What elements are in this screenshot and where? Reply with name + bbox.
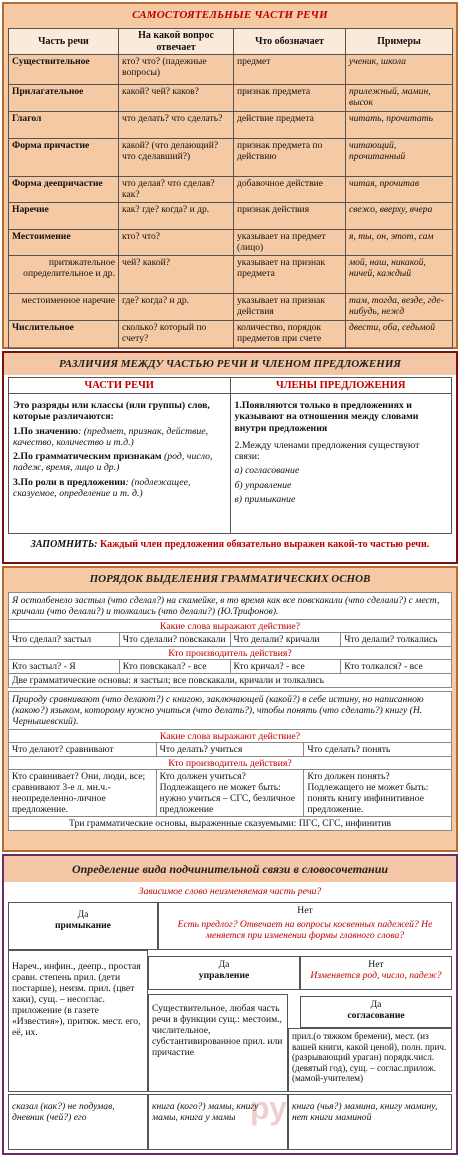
table-cell: сколько? который по счету?	[119, 321, 234, 349]
table-row	[9, 230, 453, 256]
table-cell: Существительное	[9, 55, 119, 85]
table-cell: предмет	[234, 55, 346, 85]
table-cell: что делая? что сделав? как?	[119, 177, 234, 203]
answer-row	[8, 660, 452, 674]
answer-cell: Кто сравнивает? Они, люди, все; сравнивают 3-е л. мн.ч.- неопределенно-личное предложение.	[9, 770, 157, 816]
link-type-label: согласование	[347, 1010, 405, 1022]
table-row	[9, 321, 453, 349]
yes-label: Да	[77, 909, 89, 920]
header-cell: Часть речи	[9, 29, 119, 55]
answer-cell: Что делали? кричали	[231, 633, 342, 646]
yes-label: Да	[370, 999, 382, 1010]
grammar-base-summary: Три грамматические основы, выраженные сказуемыми: ПГС, СГС, инфинитив	[8, 817, 452, 831]
answer-cell: Что сделать? понять	[307, 744, 391, 756]
section-title: ПОРЯДОК ВЫДЕЛЕНИЯ ГРАММАТИЧЕСКИХ ОСНОВ	[89, 573, 371, 585]
criterion-2	[13, 451, 226, 474]
member-point-2: 2.Между членами предложения существуют связи:	[234, 439, 420, 463]
table-row	[9, 85, 453, 112]
table-cell: действие предмета	[234, 112, 346, 139]
left-intro	[13, 400, 226, 423]
example-sentence-2: Природу сравнивают (что делают?) с книгою, заключающей (какой?) в себе истину, но написанною (какою?) языком, которому нужно учиться (что делать?), чтобы понять (что сделать?) книгу (Н. Чернышевский).	[8, 691, 452, 730]
answer-row	[8, 633, 452, 647]
link-type-label: примыкание	[55, 920, 111, 932]
table-cell: там, тогда, везде, где-нибудь, нежд	[346, 294, 453, 321]
parts-of-speech-column	[9, 378, 231, 533]
table-cell: читающий, прочитанный	[346, 139, 453, 177]
question-row: Какие слова выражают действие?	[8, 620, 452, 633]
question-3: Изменяется род, число, падеж?	[310, 970, 442, 982]
criterion-text: (род, число, падеж, время, лицо и др.)	[13, 451, 213, 474]
table-cell: признак действия	[234, 203, 346, 230]
remember-label: ЗАПОМНИТЬ:	[30, 539, 98, 550]
table-cell: Форма причастие	[9, 139, 119, 177]
section-title: САМОСТОЯТЕЛЬНЫЕ ЧАСТИ РЕЧИ	[132, 9, 328, 21]
yes-soglasovanie-box	[300, 996, 452, 1028]
link-type: а) согласование	[234, 465, 300, 477]
no-box	[158, 902, 452, 950]
table-row	[9, 139, 453, 177]
header-cell: На какой вопрос отвечает	[119, 29, 234, 55]
question-row: Кто производитель действия?	[8, 757, 452, 770]
parts-of-speech-section	[2, 2, 458, 349]
table-cell: указывает на признак действия	[234, 294, 346, 321]
table-row	[9, 294, 453, 321]
answer-row	[8, 770, 452, 817]
yes-label: Да	[218, 959, 230, 970]
table-row	[9, 55, 453, 85]
differences-section	[2, 351, 458, 564]
table-cell: Числительное	[9, 321, 119, 349]
table-cell: где? когда? и др.	[119, 294, 234, 321]
criterion-label: 3.По роли в предложении	[13, 476, 126, 488]
yes-primykanie-box	[8, 902, 158, 950]
criterion-label: 1.По значению	[13, 425, 79, 437]
table-cell: Глагол	[9, 112, 119, 139]
sentence-members-column	[231, 378, 452, 533]
table-cell: Прилагательное	[9, 85, 119, 112]
upravlenie-description: Существительное, любая часть речи в функции сущ.: местоим., числительное, субстантивированное прил. или причастие	[148, 994, 288, 1092]
table-cell: читать, прочитать	[346, 112, 453, 139]
table-cell: Наречие	[9, 203, 119, 230]
link-type: б) управление	[234, 479, 292, 491]
link-type: в) примыкание	[234, 493, 296, 505]
answer-cell: Кто толкался? - все	[344, 661, 423, 673]
answer-cell: Кто кричал? - все	[231, 660, 342, 673]
differences-columns	[8, 377, 452, 534]
table-cell: признак предмета	[234, 85, 346, 112]
table-cell: указывает на признак предмета	[234, 256, 346, 294]
question-row: Кто производитель действия?	[8, 647, 452, 660]
table-cell: указывает на предмет (лицо)	[234, 230, 346, 256]
remember-text: Каждый член предложения обязательно выражен какой-то частью речи.	[97, 539, 430, 550]
table-cell: мой, наш, никакой, ничей, каждый	[346, 256, 453, 294]
soglasovanie-example: книга (чья?) мамина, книгу мамину, нет книги маминой	[288, 1094, 452, 1150]
table-cell: количество, порядок предметов при счете	[234, 321, 346, 349]
criterion-1	[13, 426, 226, 449]
answer-cell: Кто должен понять? Подлежащего не может быть: понять книгу инфинитивное предложение.	[307, 771, 429, 816]
link-type-label: управление	[198, 970, 250, 982]
remember-note	[4, 539, 456, 551]
answer-cell: Кто повскакал? - все	[120, 660, 231, 673]
answer-cell: Что делают? сравнивают	[9, 743, 157, 756]
example-sentence-1: Я остолбенело застыл (что сделал?) на скамейке, в то время как все повскакали (что сделали?) с мест, кричали (что делали?) и толкались (что делали?) (Ю.Трифонов).	[8, 592, 452, 620]
table-cell: кто? что?	[119, 230, 234, 256]
grammar-bases-content	[8, 592, 452, 831]
table-cell: Форма деепричастие	[9, 177, 119, 203]
table-cell: двести, оба, седьмой	[346, 321, 453, 349]
table-cell: какой? (что делающий? что сделавший?)	[119, 139, 234, 177]
column-header: ЧЛЕНЫ ПРЕДЛОЖЕНИЯ	[231, 378, 452, 394]
no-label: Нет	[368, 959, 384, 970]
section-title: Определение вида подчинительной связи в словосочетании	[4, 856, 456, 882]
section-title: РАЗЛИЧИЯ МЕЖДУ ЧАСТЬЮ РЕЧИ И ЧЛЕНОМ ПРЕДЛОЖЕНИЯ	[4, 353, 456, 375]
header-cell: Примеры	[346, 29, 453, 55]
primykanie-example: сказал (как?) не подумав, дневник (чей?) его	[8, 1094, 148, 1150]
header-cell: Что обозначает	[234, 29, 346, 55]
no-label: Нет	[297, 905, 313, 916]
criterion-text: : (подлежащее, сказуемое, определение и т. д.)	[13, 476, 191, 499]
answer-cell: Что сделал? застыл	[9, 633, 120, 646]
table-cell: читая, прочитав	[346, 177, 453, 203]
table-cell: притяжательное определительное и др.	[9, 256, 119, 294]
no-box-2	[300, 956, 452, 990]
table-cell: чей? какой?	[119, 256, 234, 294]
parts-of-speech-table	[8, 28, 453, 349]
watermark: ру	[250, 1090, 287, 1126]
table-row	[9, 112, 453, 139]
table-cell: Местоимение	[9, 230, 119, 256]
table-row	[9, 177, 453, 203]
table-cell: ученик, школа	[346, 55, 453, 85]
table-cell: какой? чей? каков?	[119, 85, 234, 112]
criterion-text: : (предмет, признак, действие, качество, количество и т.д.)	[13, 425, 209, 448]
grammar-base-summary: Две грамматические основы: я застыл; все повскакали, кричали и толкались	[8, 674, 452, 688]
table-cell: признак предмета по действию	[234, 139, 346, 177]
soglasovanie-description: прил.(о тяжком бремени), мест. (из вашей книги, какой ценой), полн. прич. (разрывающий ураган) порядк.числ. (девятый год), сущ. – соглас.прилож.(мамой-учителем)	[288, 1028, 452, 1092]
primykanie-description: Нареч., инфин., деепр., простая сравн. степень прил. (дети постарше), неизм. прил. (цвет хаки), сущ. – несоглас. приложение (в газете «Известия»), притяж. мест. его, её, их.	[8, 950, 148, 1092]
criterion-3	[13, 477, 226, 500]
table-cell: что делать? что сделать?	[119, 112, 234, 139]
table-cell: прилежный, мамин, высок	[346, 85, 453, 112]
upravlenie-example: книга (кого?) мамы, книгу мамы, книга у мамы	[148, 1094, 288, 1150]
table-row	[9, 256, 453, 294]
answer-cell: Что делать? учиться	[157, 743, 305, 756]
table-cell: я, ты, он, этот, сам	[346, 230, 453, 256]
answer-cell: Кто застыл? - Я	[9, 660, 120, 673]
table-cell: местоименное наречие	[9, 294, 119, 321]
table-header-row	[9, 29, 453, 55]
answer-cell: Что делали? толкались	[344, 634, 438, 646]
grammar-bases-section	[2, 566, 458, 852]
answer-row	[8, 743, 452, 757]
answer-cell: Кто должен учиться? Подлежащего не может быть: нужно учиться – СГС, безличное предложение	[157, 770, 305, 816]
intro-text: Это разряды или классы (или группы) слов, которые различаются:	[13, 400, 210, 423]
yes-upravlenie-box	[148, 956, 300, 990]
criterion-label: 2.По грамматическим признакам	[13, 451, 162, 463]
table-row	[9, 203, 453, 230]
column-header: ЧАСТИ РЕЧИ	[9, 378, 230, 394]
answer-cell: Что сделали? повскакали	[120, 633, 231, 646]
table-cell: добавочное действие	[234, 177, 346, 203]
table-cell: кто? что? (падежные вопросы)	[119, 55, 234, 85]
question-row: Какие слова выражают действие?	[8, 730, 452, 743]
member-point-1: 1.Появляются только в предложениях и указывают на отношения между словами внутри предложения	[234, 400, 419, 434]
question-2: Есть предлог? Отвечает на вопросы косвенных падежей? Не меняется при изменении формы главного слова?	[177, 919, 433, 942]
question-1: Зависимое слово неизменяемая часть речи?	[138, 886, 322, 897]
table-cell: свежо, вверху, вчера	[346, 203, 453, 230]
table-cell: как? где? когда? и др.	[119, 203, 234, 230]
subordinate-link-section	[2, 854, 458, 1155]
